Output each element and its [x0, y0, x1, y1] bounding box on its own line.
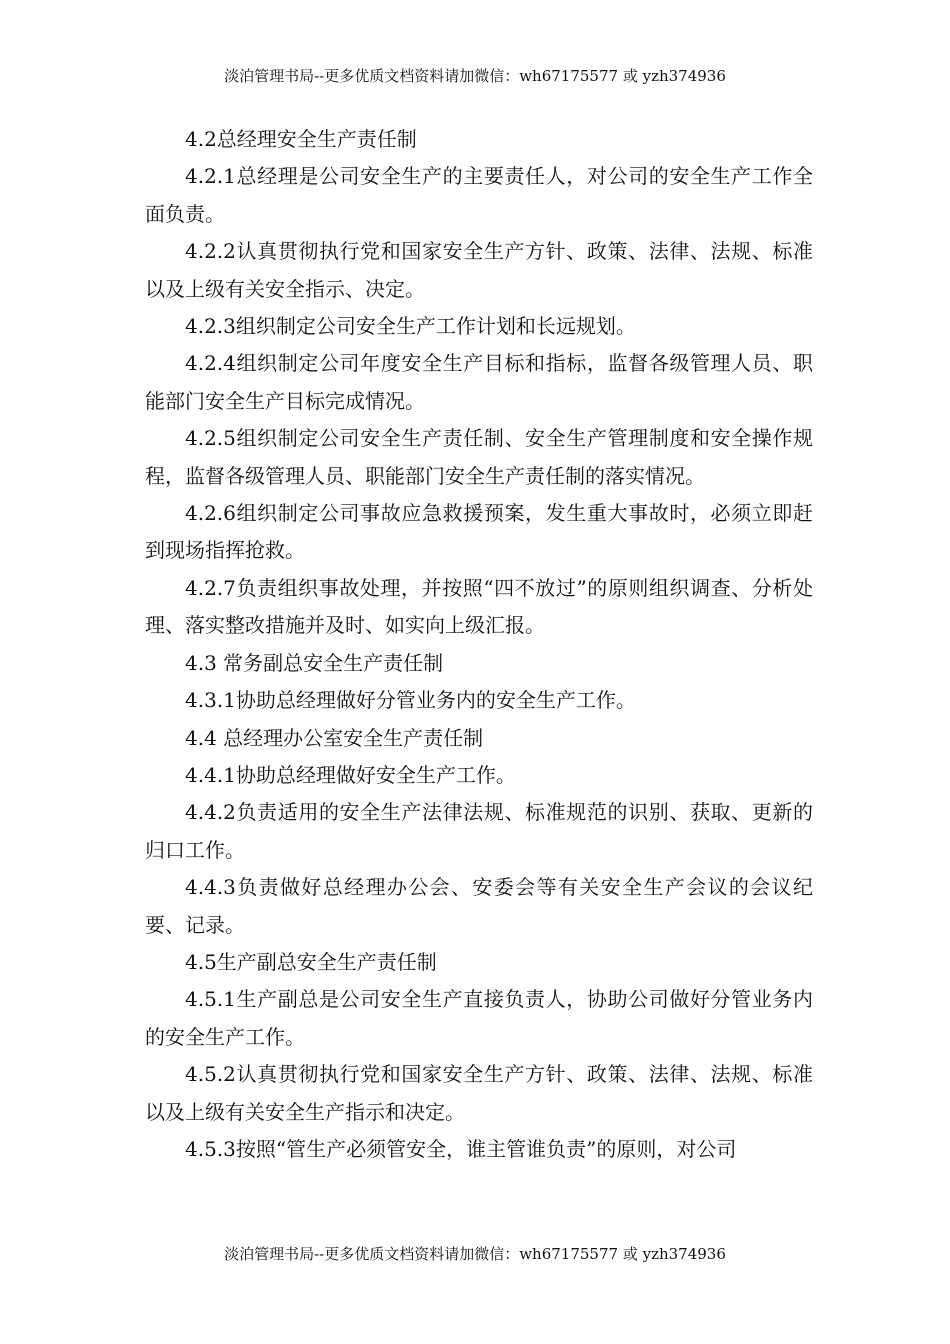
clause-4-2-5: 4.2.5组织制定公司安全生产责任制、安全生产管理制度和安全操作规程，监督各级管理人员、职能部门安全生产责任制的落实情况。: [145, 426, 813, 488]
clause-4-2-2: 4.2.2认真贯彻执行党和国家安全生产方针、政策、法律、法规、标准以及上级有关安全指示、决定。: [145, 239, 813, 301]
clause-4-5-1: 4.5.1生产副总是公司安全生产直接负责人，协助公司做好分管业务内的安全生产工作。: [145, 987, 813, 1049]
clause-4-2-7: 4.2.7负责组织事故处理，并按照“四不放过”的原则组织调查、分析处理、落实整改措施并及时、如实向上级汇报。: [145, 575, 813, 638]
clause-4-5-3: 4.5.3按照“管生产必须管安全，谁主管谁负责”的原则，对公司: [185, 1136, 737, 1161]
document-body: [145, 121, 813, 1168]
clause-4-5-2: 4.5.2认真贯彻执行党和国家安全生产方针、政策、法律、法规、标准以及上级有关安全生产指示和决定。: [145, 1062, 813, 1124]
clause-4-2-6: 4.2.6组织制定公司事故应急救援预案，发生重大事故时，必须立即赶到现场指挥抢救。: [145, 501, 813, 563]
clause-4-2-1: 4.2.1总经理是公司安全生产的主要责任人，对公司的安全生产工作全面负责。: [145, 164, 813, 226]
page-header: 淡泊管理书局--更多优质文档资料请加微信：wh67175577 或 yzh374936: [224, 67, 726, 85]
section-heading-4-3: 4.3 常务副总安全生产责任制: [185, 650, 444, 675]
clause-4-3-1: 4.3.1协助总经理做好分管业务内的安全生产工作。: [185, 688, 636, 713]
page-footer: 淡泊管理书局--更多优质文档资料请加微信：wh67175577 或 yzh374936: [224, 1245, 726, 1263]
clause-4-4-3: 4.4.3负责做好总经理办公会、安委会等有关安全生产会议的会议纪要、记录。: [145, 875, 813, 937]
section-heading-4-4: 4.4 总经理办公室安全生产责任制: [185, 725, 484, 750]
clause-4-4-2: 4.4.2负责适用的安全生产法律法规、标准规范的识别、获取、更新的归口工作。: [145, 800, 813, 862]
clause-4-2-3: 4.2.3组织制定公司安全生产工作计划和长远规划。: [185, 314, 636, 339]
clause-4-2-4: 4.2.4组织制定公司年度安全生产目标和指标，监督各级管理人员、职能部门安全生产目标完成情况。: [145, 351, 813, 413]
clause-4-4-1: 4.4.1协助总经理做好安全生产工作。: [185, 762, 516, 787]
section-heading-4-5: 4.5生产副总安全生产责任制: [185, 949, 437, 974]
section-heading-4-2: 4.2总经理安全生产责任制: [185, 127, 417, 151]
